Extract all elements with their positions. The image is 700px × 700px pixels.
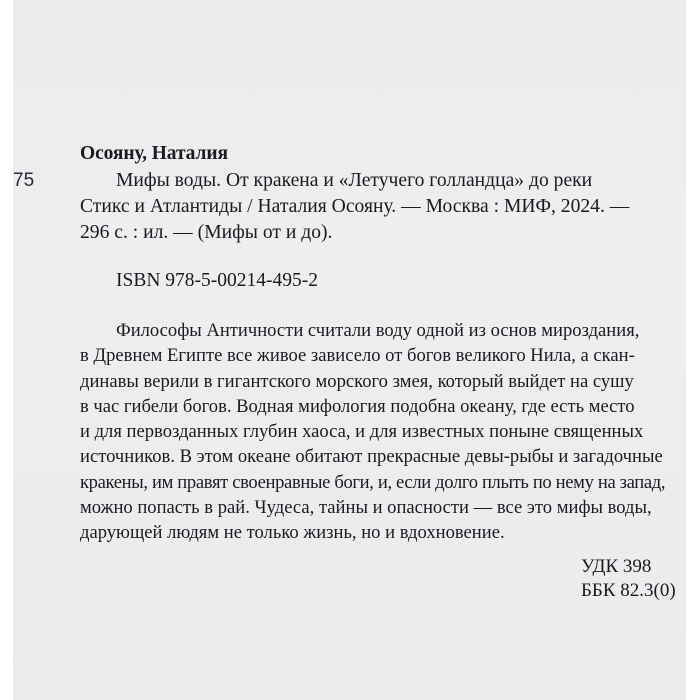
biblio-line: Мифы воды. От кракена и «Летучего голландца» до реки	[116, 170, 593, 191]
annotation-line: кракены, им правят своенравные боги, и, если долго плыть по нему на запад,	[80, 471, 666, 493]
annotation-line: источников. В этом океане обитают прекрасные девы-рыбы и загадочные	[80, 446, 663, 468]
biblio-line: Стикс и Атлантиды / Наталия Осояну. — Москва : МИФ, 2024. —	[80, 196, 630, 217]
book-page	[13, 0, 686, 700]
udk-code: УДК 398	[581, 556, 652, 577]
biblio-line: 296 с. : ил. — (Мифы от и до).	[80, 222, 333, 243]
annotation-line: дарующей людям не только жизнь, но и вдохновение.	[80, 522, 505, 544]
isbn: ISBN 978-5-00214-495-2	[116, 270, 319, 291]
annotation	[80, 318, 665, 546]
bibliographic-description	[80, 168, 629, 246]
annotation-line: можно попасть в рай. Чудеса, тайны и опасности — все это мифы воды,	[80, 497, 652, 519]
annotation-line: в час гибели богов. Водная мифология подобна океану, где есть место	[80, 395, 635, 417]
annotation-line: динавы верили в гигантского морского змея, который выйдет на сушу	[80, 370, 634, 392]
shelf-mark: 75	[13, 170, 35, 191]
annotation-line: и для первозданных глубин хаоса, и для известных поныне священных	[80, 421, 644, 443]
annotation-line: Философы Античности считали воду одной из основ мироздания,	[116, 320, 640, 341]
annotation-line: в Древнем Египте все живое зависело от богов великого Нила, а скан-	[80, 345, 635, 367]
bbk-code: ББК 82.3(0)	[581, 580, 676, 601]
author-heading: Осояну, Наталия	[80, 143, 228, 164]
classification-codes	[581, 555, 676, 603]
